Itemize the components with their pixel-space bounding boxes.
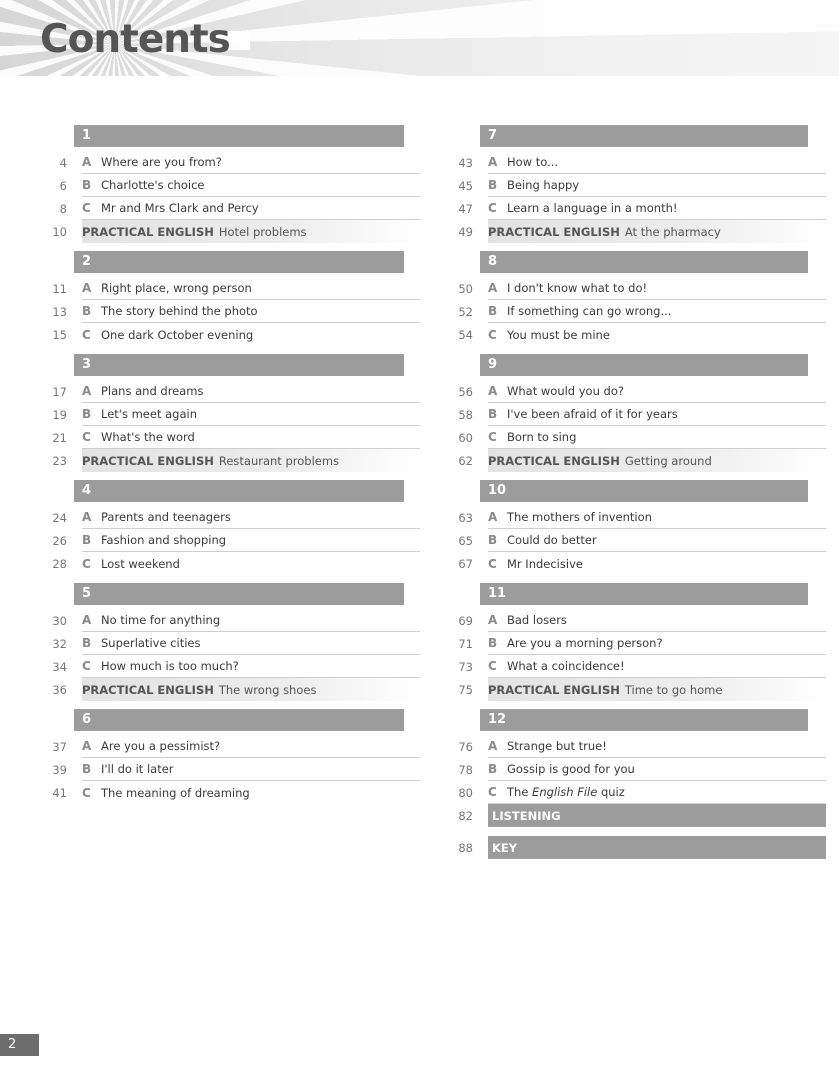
lesson-letter: A xyxy=(488,384,498,398)
unit-header: 5 xyxy=(74,583,404,605)
lesson-page: 28 xyxy=(52,556,67,571)
lesson-letter: B xyxy=(82,407,92,421)
practical-english-row[interactable] xyxy=(40,220,420,243)
lesson-page: 78 xyxy=(458,762,473,777)
lesson-row[interactable] xyxy=(446,529,826,552)
lesson-letter: C xyxy=(82,430,91,444)
lesson-row[interactable] xyxy=(40,380,420,403)
lesson-title-pre: The xyxy=(507,785,533,799)
lesson-title: How much is too much? xyxy=(101,659,239,673)
lesson-page: 49 xyxy=(458,224,473,239)
lesson-page: 54 xyxy=(458,327,473,342)
lesson-page: 60 xyxy=(458,430,473,445)
lesson-title: Bad losers xyxy=(507,613,567,627)
lesson-page: 43 xyxy=(458,155,473,170)
lesson-letter: A xyxy=(82,281,92,295)
lesson-row[interactable] xyxy=(40,655,420,678)
lesson-letter: B xyxy=(488,304,498,318)
practical-english-row[interactable] xyxy=(446,678,826,701)
lesson-title: I don't know what to do! xyxy=(507,281,648,295)
lesson-title: What's the word xyxy=(101,430,195,444)
unit-header: 2 xyxy=(74,251,404,273)
lesson-title: What would you do? xyxy=(507,384,624,398)
page-title: Contents xyxy=(40,17,230,62)
lesson-page: 71 xyxy=(458,636,473,651)
lesson-letter: C xyxy=(488,201,497,215)
lesson-letter: A xyxy=(82,510,92,524)
lesson-page: 39 xyxy=(52,762,67,777)
lesson-row[interactable] xyxy=(446,197,826,220)
practical-english-title: The wrong shoes xyxy=(218,682,317,697)
lesson-page: 76 xyxy=(458,739,473,754)
lesson-page: 56 xyxy=(458,384,473,399)
lesson-page: 24 xyxy=(52,510,67,525)
lesson-letter: A xyxy=(82,384,92,398)
lesson-row[interactable] xyxy=(40,174,420,197)
lesson-letter: A xyxy=(488,613,498,627)
lesson-row[interactable] xyxy=(40,197,420,220)
practical-english-label: PRACTICAL ENGLISH xyxy=(82,224,214,239)
lesson-letter: C xyxy=(82,327,91,342)
lesson-page: 32 xyxy=(52,636,67,651)
lesson-letter: B xyxy=(488,533,498,547)
lesson-row[interactable] xyxy=(40,609,420,632)
lesson-title: Where are you from? xyxy=(101,155,222,169)
practical-english-title: Restaurant problems xyxy=(218,453,340,468)
practical-english-title: Getting around xyxy=(624,453,712,468)
lesson-letter: B xyxy=(82,636,92,650)
lesson-page: 15 xyxy=(52,327,67,342)
lesson-page: 10 xyxy=(52,224,67,239)
lesson-page: 80 xyxy=(458,785,473,800)
unit-header: 10 xyxy=(480,480,808,502)
lesson-page: 34 xyxy=(52,659,67,674)
practical-english-label: PRACTICAL ENGLISH xyxy=(488,224,620,239)
lesson-row[interactable] xyxy=(446,655,826,678)
lesson-title: The meaning of dreaming xyxy=(101,785,250,800)
practical-english-label: PRACTICAL ENGLISH xyxy=(488,682,620,697)
lesson-row[interactable] xyxy=(40,506,420,529)
practical-english-label: PRACTICAL ENGLISH xyxy=(488,453,620,468)
listening-label: LISTENING xyxy=(488,804,826,827)
lesson-row[interactable] xyxy=(446,403,826,426)
lesson-row[interactable] xyxy=(40,632,420,655)
lesson-page: 63 xyxy=(458,510,473,525)
lesson-title: What a coincidence! xyxy=(507,659,625,673)
lesson-page: 52 xyxy=(458,304,473,319)
lesson-row[interactable] xyxy=(446,632,826,655)
lesson-title: Being happy xyxy=(507,178,580,192)
lesson-title: One dark October evening xyxy=(101,327,254,342)
practical-english-label: PRACTICAL ENGLISH xyxy=(82,682,214,697)
contents-banner xyxy=(0,0,839,76)
lesson-row[interactable] xyxy=(40,323,420,346)
lesson-title: Learn a language in a month! xyxy=(507,201,678,215)
lesson-letter: C xyxy=(488,785,497,799)
lesson-letter: B xyxy=(82,304,92,318)
lesson-row[interactable] xyxy=(40,426,420,449)
practical-english-title: At the pharmacy xyxy=(624,224,721,239)
lesson-title: Let's meet again xyxy=(101,407,197,421)
lesson-title: The story behind the photo xyxy=(101,304,258,318)
lesson-row[interactable] xyxy=(446,380,826,403)
unit-header: 9 xyxy=(480,354,808,376)
lesson-page: 75 xyxy=(458,682,473,697)
lesson-letter: B xyxy=(82,762,92,776)
lesson-page: 23 xyxy=(52,453,67,468)
unit-header: 7 xyxy=(480,125,808,147)
lesson-title: Are you a pessimist? xyxy=(101,739,221,753)
lesson-letter: B xyxy=(488,636,498,650)
lesson-title: Are you a morning person? xyxy=(507,636,663,650)
lesson-row[interactable] xyxy=(40,151,420,174)
lesson-row[interactable] xyxy=(446,151,826,174)
lesson-page: 41 xyxy=(52,785,67,800)
lesson-row[interactable] xyxy=(40,735,420,758)
lesson-page: 65 xyxy=(458,533,473,548)
unit-header: 12 xyxy=(480,709,808,731)
lesson-title: Mr Indecisive xyxy=(507,556,583,571)
lesson-page: 67 xyxy=(458,556,473,571)
unit-header: 1 xyxy=(74,125,404,147)
practical-english-row[interactable] xyxy=(446,220,826,243)
lesson-letter: A xyxy=(488,155,498,169)
lesson-page: 21 xyxy=(52,430,67,445)
lesson-letter: C xyxy=(82,556,91,571)
practical-english-title: Time to go home xyxy=(624,682,723,697)
lesson-row[interactable] xyxy=(40,758,420,781)
practical-english-row[interactable] xyxy=(40,449,420,472)
lesson-letter: A xyxy=(82,155,92,169)
lesson-row[interactable] xyxy=(446,506,826,529)
lesson-title: Parents and teenagers xyxy=(101,510,231,524)
listening-row[interactable] xyxy=(446,804,826,827)
lesson-title xyxy=(507,785,625,799)
lesson-row[interactable] xyxy=(40,552,420,575)
lesson-letter: B xyxy=(82,533,92,547)
lesson-letter: A xyxy=(82,739,92,753)
lesson-title: Fashion and shopping xyxy=(101,533,227,547)
contents-column-right xyxy=(446,125,826,859)
lesson-row[interactable] xyxy=(40,403,420,426)
lesson-row[interactable] xyxy=(40,300,420,323)
lesson-page: 19 xyxy=(52,407,67,422)
lesson-row[interactable] xyxy=(446,609,826,632)
lesson-title: The mothers of invention xyxy=(507,510,652,524)
lesson-letter: A xyxy=(488,739,498,753)
extra-page: 82 xyxy=(458,808,473,823)
practical-english-row[interactable] xyxy=(40,678,420,701)
lesson-page: 37 xyxy=(52,739,67,754)
lesson-title: Lost weekend xyxy=(101,556,180,571)
lesson-letter: C xyxy=(82,659,91,673)
extra-page: 88 xyxy=(458,840,473,855)
lesson-letter: C xyxy=(488,556,497,571)
lesson-letter: C xyxy=(82,785,91,800)
key-label: KEY xyxy=(488,836,826,859)
lesson-row[interactable] xyxy=(446,277,826,300)
lesson-letter: A xyxy=(488,510,498,524)
lesson-letter: C xyxy=(488,327,497,342)
lesson-row[interactable] xyxy=(446,323,826,346)
lesson-page: 30 xyxy=(52,613,67,628)
lesson-title: Charlotte's choice xyxy=(101,178,205,192)
lesson-title: Could do better xyxy=(507,533,597,547)
lesson-page: 50 xyxy=(458,281,473,296)
lesson-title: Mr and Mrs Clark and Percy xyxy=(101,201,259,215)
lesson-letter: B xyxy=(82,178,92,192)
lesson-title: I'll do it later xyxy=(101,762,174,776)
lesson-letter: B xyxy=(488,762,498,776)
lesson-title: Strange but true! xyxy=(507,739,607,753)
lesson-letter: A xyxy=(82,613,92,627)
key-row[interactable] xyxy=(446,836,826,859)
contents-column-left xyxy=(40,125,420,804)
lesson-row[interactable] xyxy=(40,529,420,552)
lesson-row[interactable] xyxy=(446,735,826,758)
lesson-page: 62 xyxy=(458,453,473,468)
lesson-page: 11 xyxy=(52,281,67,296)
lesson-title: I've been afraid of it for years xyxy=(507,407,678,421)
lesson-page: 17 xyxy=(52,384,67,399)
lesson-row[interactable] xyxy=(446,781,826,804)
practical-english-label: PRACTICAL ENGLISH xyxy=(82,453,214,468)
lesson-page: 58 xyxy=(458,407,473,422)
lesson-title: You must be mine xyxy=(507,327,610,342)
lesson-row[interactable] xyxy=(40,781,420,804)
lesson-letter: B xyxy=(488,178,498,192)
page-number: 2 xyxy=(0,1034,39,1056)
lesson-letter: C xyxy=(488,659,497,673)
unit-header: 3 xyxy=(74,354,404,376)
lesson-page: 45 xyxy=(458,178,473,193)
lesson-page: 6 xyxy=(59,178,67,193)
lesson-page: 26 xyxy=(52,533,67,548)
lesson-page: 36 xyxy=(52,682,67,697)
lesson-row[interactable] xyxy=(446,758,826,781)
lesson-title: How to... xyxy=(507,155,559,169)
lesson-title: Gossip is good for you xyxy=(507,762,635,776)
unit-header: 4 xyxy=(74,480,404,502)
lesson-letter: B xyxy=(488,407,498,421)
lesson-row[interactable] xyxy=(446,174,826,197)
unit-header: 6 xyxy=(74,709,404,731)
lesson-title-italic: English File xyxy=(532,785,598,799)
lesson-title: Superlative cities xyxy=(101,636,201,650)
lesson-page: 8 xyxy=(59,201,67,216)
lesson-title-post: quiz xyxy=(597,785,625,799)
lesson-page: 4 xyxy=(59,155,67,170)
lesson-page: 69 xyxy=(458,613,473,628)
lesson-page: 47 xyxy=(458,201,473,216)
unit-header: 11 xyxy=(480,583,808,605)
lesson-page: 13 xyxy=(52,304,67,319)
lesson-letter: C xyxy=(488,430,497,444)
lesson-row[interactable] xyxy=(446,300,826,323)
lesson-title: If something can go wrong... xyxy=(507,304,672,318)
lesson-letter: A xyxy=(488,281,498,295)
unit-header: 8 xyxy=(480,251,808,273)
practical-english-title: Hotel problems xyxy=(218,224,307,239)
lesson-letter: C xyxy=(82,201,91,215)
lesson-title: Plans and dreams xyxy=(101,384,204,398)
lesson-title: Right place, wrong person xyxy=(101,281,252,295)
lesson-row[interactable] xyxy=(446,426,826,449)
lesson-page: 73 xyxy=(458,659,473,674)
lesson-title: Born to sing xyxy=(507,430,577,444)
practical-english-row[interactable] xyxy=(446,449,826,472)
lesson-row[interactable] xyxy=(40,277,420,300)
lesson-title: No time for anything xyxy=(101,613,221,627)
lesson-row[interactable] xyxy=(446,552,826,575)
